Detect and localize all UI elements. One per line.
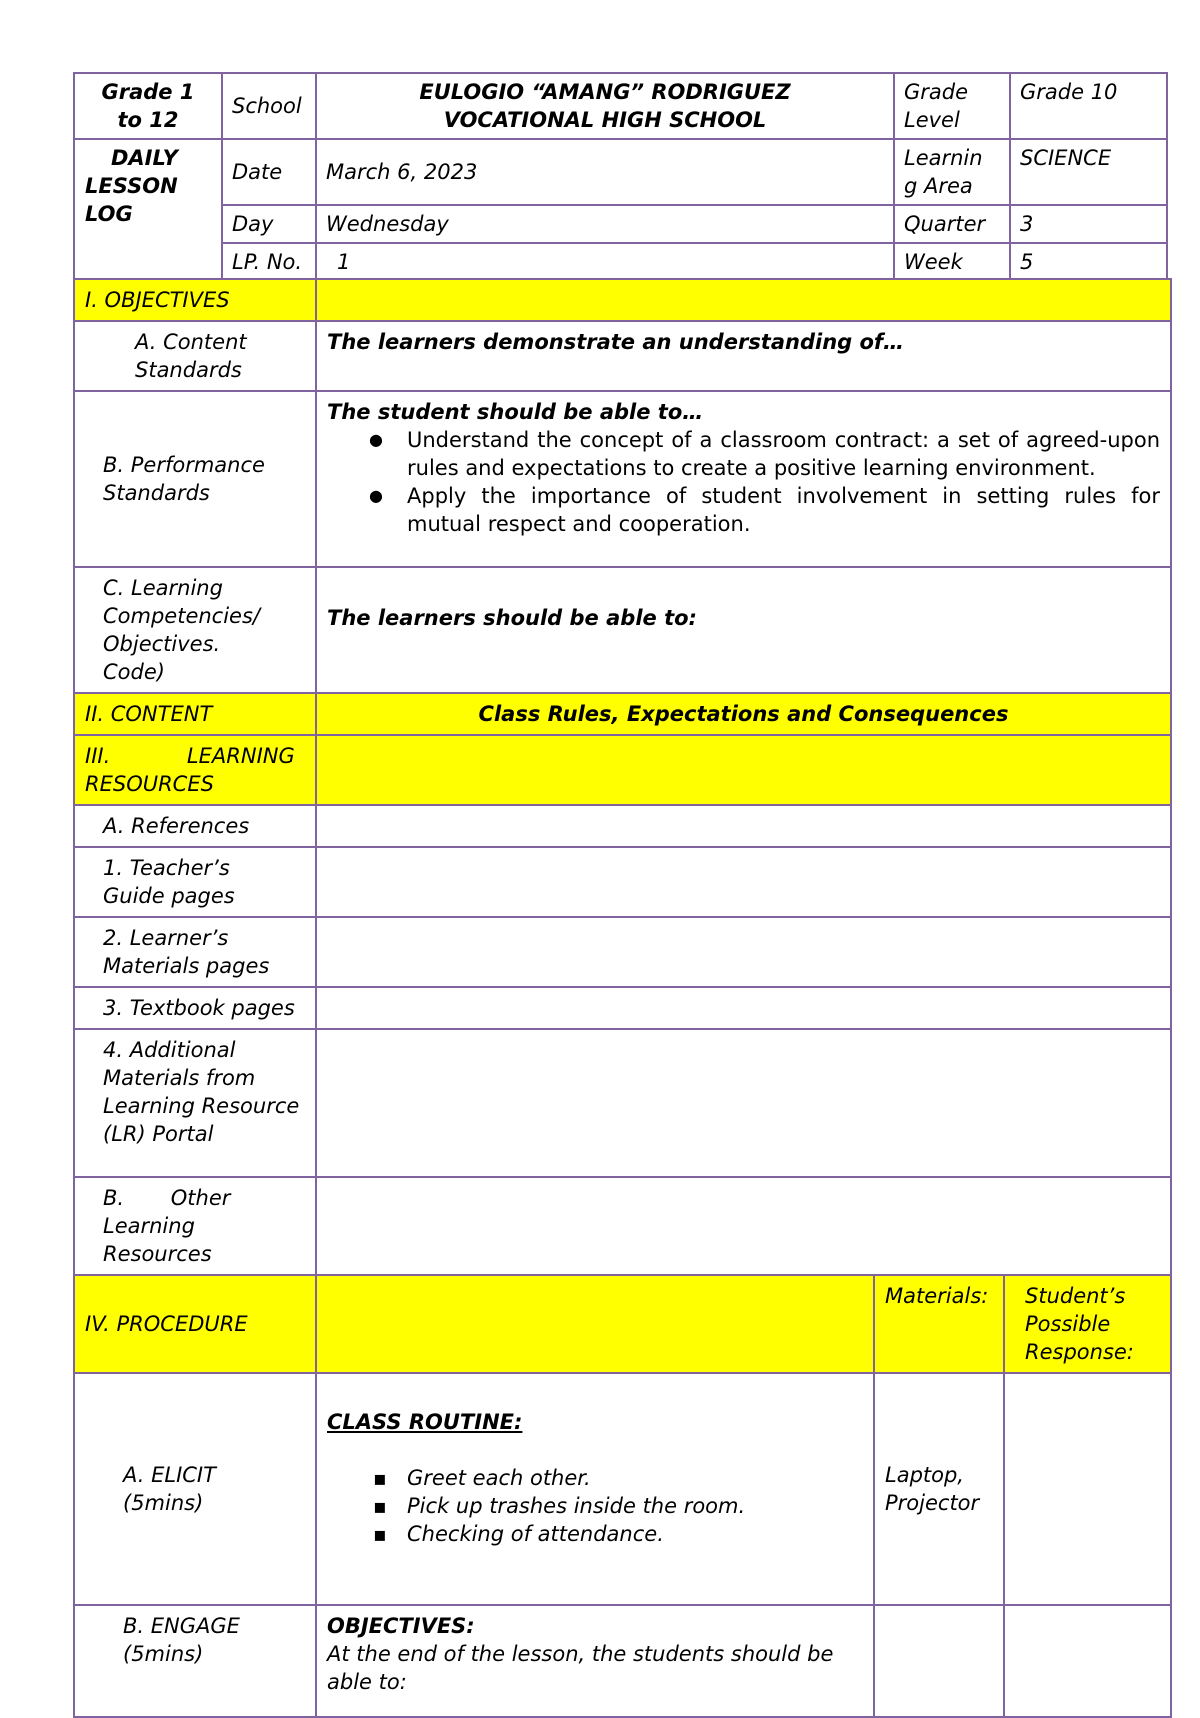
week-value: 5 [1010, 243, 1167, 281]
textbook-value [316, 987, 1171, 1029]
learning-area-label: Learnin g Area [894, 139, 1010, 205]
materials-label: Materials: [874, 1275, 1004, 1373]
content-heading: II. CONTENT [74, 693, 316, 735]
header-table [73, 72, 1168, 282]
performance-list [327, 426, 1160, 538]
learners-materials-value [316, 917, 1171, 987]
performance-standards-cell [316, 391, 1171, 567]
list-item: ▪ Checking of attendance. [407, 1520, 863, 1548]
list-item: ● Apply the importance of student involvement in setting rules for mutual respect and cooperation. [407, 482, 1160, 538]
references-label: A. References [74, 805, 316, 847]
objectives-heading-fill [316, 279, 1171, 321]
competencies-text: The learners should be able to: [316, 567, 1171, 693]
lp-value: 1 [316, 243, 894, 281]
content-standards-text: The learners demonstrate an understanding of… [316, 321, 1171, 391]
day-value: Wednesday [316, 205, 894, 243]
grade-level-value: Grade 10 [1010, 73, 1167, 139]
elicit-materials: Laptop, Projector [874, 1373, 1004, 1605]
quarter-value: 3 [1010, 205, 1167, 243]
other-resources-label: B. Other Learning Resources [74, 1177, 316, 1275]
engage-response [1004, 1605, 1171, 1717]
resources-heading: III. LEARNING RESOURCES [74, 735, 316, 805]
objectives-heading: I. OBJECTIVES [74, 279, 316, 321]
log-title: Grade 1 to 12 [74, 73, 222, 139]
procedure-heading: IV. PROCEDURE [74, 1275, 316, 1373]
engage-materials [874, 1605, 1004, 1717]
content-standards-label: A. Content Standards [74, 321, 316, 391]
date-value: March 6, 2023 [316, 139, 894, 205]
engage-activities [316, 1605, 874, 1717]
student-response-label: Student’s Possible Response: [1004, 1275, 1171, 1373]
resources-heading-fill [316, 735, 1171, 805]
day-label: Day [222, 205, 316, 243]
date-label: Date [222, 139, 316, 205]
school-name: EULOGIO “AMANG” RODRIGUEZ VOCATIONAL HIGH SCHOOL [316, 73, 894, 139]
list-item: ▪ Pick up trashes inside the room. [407, 1492, 863, 1520]
engage-label: B. ENGAGE (5mins) [74, 1605, 316, 1717]
lesson-table [73, 278, 1172, 1718]
school-label: School [222, 73, 316, 139]
engage-objectives-title: OBJECTIVES: [327, 1614, 475, 1638]
lp-label: LP. No. [222, 243, 316, 281]
competencies-label: C. Learning Competencies/ Objectives. Code) [74, 567, 316, 693]
daily-lesson-log-title: DAILY LESSON LOG [74, 139, 222, 281]
textbook-label: 3. Textbook pages [74, 987, 316, 1029]
learning-area-value: SCIENCE [1010, 139, 1167, 205]
procedure-heading-fill [316, 1275, 874, 1373]
list-item: ▪ Greet each other. [407, 1464, 863, 1492]
content-title: Class Rules, Expectations and Consequences [316, 693, 1171, 735]
performance-intro: The student should be able to… [327, 400, 704, 424]
teachers-guide-label: 1. Teacher’s Guide pages [74, 847, 316, 917]
teachers-guide-value [316, 847, 1171, 917]
performance-standards-label: B. Performance Standards [74, 391, 316, 567]
engage-objectives-text: At the end of the lesson, the students should be able to: [327, 1642, 834, 1694]
routine-list [327, 1464, 863, 1548]
class-routine-title: CLASS ROUTINE: [327, 1410, 523, 1434]
references-value [316, 805, 1171, 847]
other-resources-value [316, 1177, 1171, 1275]
list-item: ● Understand the concept of a classroom contract: a set of agreed-upon rules and expectations to create a positive learning environment. [407, 426, 1160, 482]
additional-materials-value [316, 1029, 1171, 1177]
elicit-label: A. ELICIT (5mins) [74, 1373, 316, 1605]
elicit-response [1004, 1373, 1171, 1605]
additional-materials-label: 4. Additional Materials from Learning Resource (LR) Portal [74, 1029, 316, 1177]
grade-level-label: Grade Level [894, 73, 1010, 139]
week-label: Week [894, 243, 1010, 281]
learners-materials-label: 2. Learner’s Materials pages [74, 917, 316, 987]
quarter-label: Quarter [894, 205, 1010, 243]
elicit-activities [316, 1373, 874, 1605]
